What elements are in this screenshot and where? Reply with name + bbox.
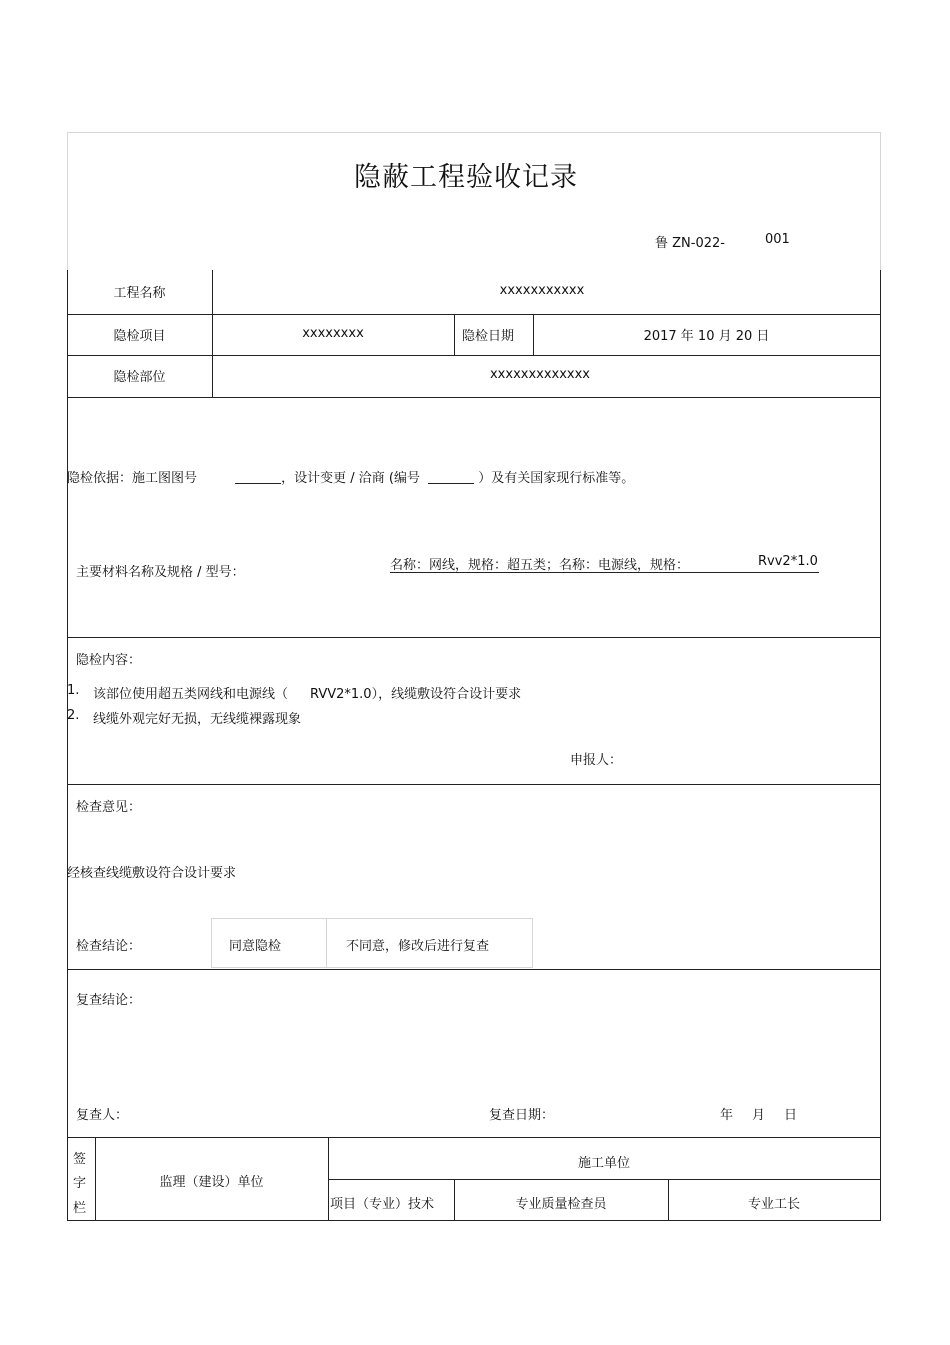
content-item-1-number: 1. [67, 683, 80, 698]
row-line [67, 637, 881, 638]
options-box-bottom [211, 967, 533, 968]
options-box-divider [326, 918, 327, 968]
content-item-2-number: 2. [67, 708, 80, 723]
row-line [67, 314, 881, 315]
supervision-unit: 监理（建设）单位 [159, 1175, 264, 1190]
content-item-1 [93, 683, 521, 702]
materials-value-right: Rvv2*1.0 [758, 554, 818, 569]
col-line [454, 314, 455, 355]
inspection-item-value: xxxxxxxx [302, 326, 364, 341]
frame-top-line [67, 132, 881, 133]
opinion-text: 经核查线缆敷设符合设计要求 [67, 866, 237, 881]
table-right-border [880, 270, 881, 1221]
content-label: 隐检内容： [76, 653, 142, 668]
content-item-1-tail: ），线缆敷设符合设计要求 [371, 687, 522, 702]
project-tech-lead: 项目（专业）技术 [330, 1197, 435, 1212]
content-item-2: 线缆外观完好无损，无线缆裸露现象 [93, 712, 302, 727]
materials-underline [390, 572, 819, 573]
basis-middle: ，设计变更 / 洽商 (编号 [281, 471, 421, 486]
option-agree[interactable]: 同意隐检 [229, 939, 282, 954]
materials-value-left: 名称：网线，规格：超五类；名称：电源线，规格： [390, 558, 690, 573]
conclusion-label: 检查结论： [76, 939, 142, 954]
row-line [67, 969, 881, 970]
inspection-date-label: 隐检日期 [462, 329, 515, 344]
reporter-label: 申报人： [570, 753, 623, 768]
content-item-1-text: 该部位使用超五类网线和电源线（ [93, 687, 289, 702]
row-line [67, 784, 881, 785]
table-bottom-border [67, 1220, 881, 1221]
frame-right-line-top [880, 132, 881, 270]
options-box-top [211, 918, 533, 919]
signature-column-char-1: 签 [73, 1152, 87, 1167]
review-month: 月 [752, 1108, 766, 1123]
project-name-label: 工程名称 [113, 286, 166, 301]
basis-suffix: ）及有关国家现行标准等。 [478, 471, 635, 486]
frame-left-line-top [67, 132, 68, 270]
site-foreman: 专业工长 [747, 1197, 800, 1212]
inspection-date-value: 2017 年 10 月 20 日 [643, 329, 770, 344]
basis-line [67, 467, 634, 486]
basis-prefix: 隐检依据：施工图图号 [67, 471, 198, 486]
opinion-label: 检查意见： [76, 800, 142, 815]
signature-column-char-2: 字 [73, 1176, 87, 1191]
table-left-border [67, 270, 68, 1221]
option-disagree[interactable]: 不同意，修改后进行复查 [346, 939, 490, 954]
row-line [67, 1137, 881, 1138]
inspection-part-value: xxxxxxxxxxxxx [489, 367, 590, 382]
reviewer-label: 复查人： [76, 1108, 129, 1123]
options-box-right [532, 918, 533, 968]
col-line [328, 1137, 329, 1220]
row-line [328, 1179, 881, 1180]
construction-unit: 施工单位 [577, 1156, 630, 1171]
row-line [67, 397, 881, 398]
doc-code-prefix: 鲁 ZN-022- [655, 236, 725, 251]
inspection-part-label: 隐检部位 [113, 370, 166, 385]
review-date-label: 复查日期： [489, 1108, 555, 1123]
inspection-item-label: 隐检项目 [113, 329, 166, 344]
row-line [67, 355, 881, 356]
options-box-left [211, 918, 212, 968]
quality-inspector: 专业质量检查员 [515, 1197, 607, 1212]
change-number-blank [428, 470, 474, 484]
drawing-number-blank [235, 470, 281, 484]
review-year: 年 [720, 1108, 734, 1123]
project-name-value: xxxxxxxxxxx [499, 283, 585, 298]
signature-column-char-3: 栏 [73, 1201, 87, 1216]
doc-code-number: 001 [765, 232, 790, 247]
materials-label: 主要材料名称及规格 / 型号： [76, 565, 245, 580]
page-title: 隐蔽工程验收记录 [354, 162, 578, 193]
review-day: 日 [784, 1108, 798, 1123]
content-item-1-spec: RVV2*1.0 [310, 687, 372, 702]
review-label: 复查结论： [76, 993, 142, 1008]
